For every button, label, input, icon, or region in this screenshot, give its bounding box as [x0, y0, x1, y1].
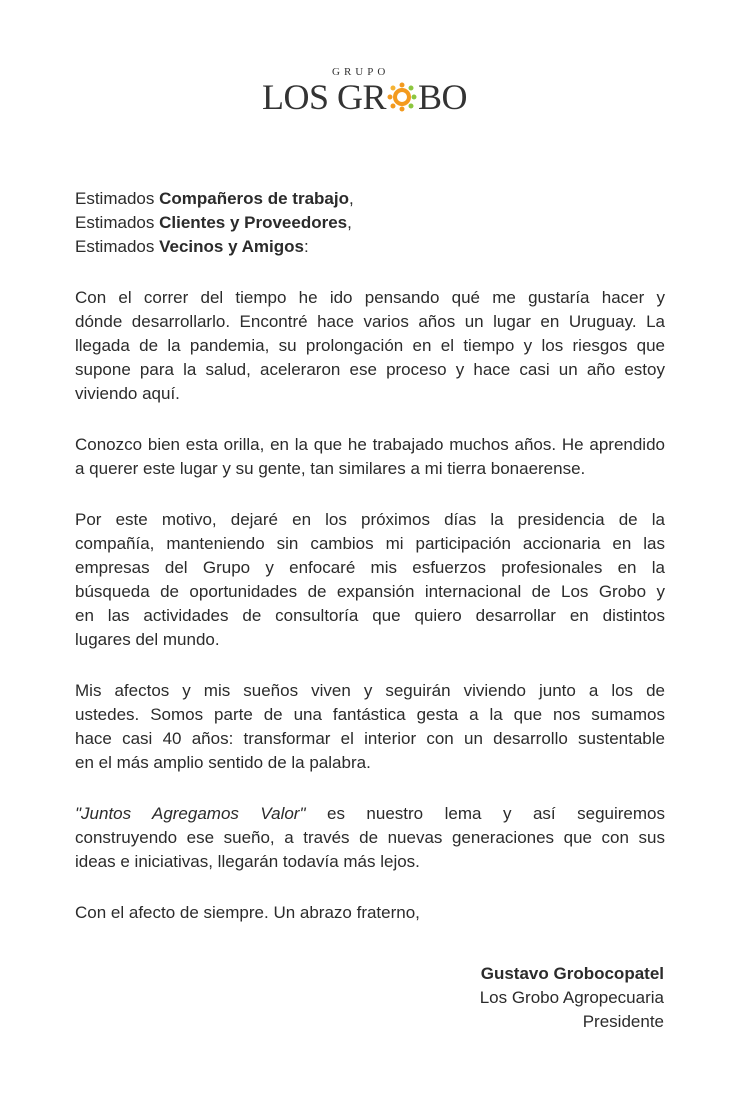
paragraph-line: Con el correr del tiempo he ido pensando qué me gustaría hacer y — [75, 288, 665, 307]
logo-text-right: BO — [418, 77, 468, 117]
paragraph-line: supone para la salud, aceleraron ese proceso y hace casi un año estoy — [75, 360, 665, 379]
body-paragraph — [75, 679, 665, 775]
paragraph-line: dónde desarrollarlo. Encontré hace varios años un lugar en Uruguay. La — [75, 312, 665, 331]
paragraph-line: en las actividades de consultoría que quiero desarrollar en distintos — [75, 606, 665, 625]
greeting — [75, 187, 665, 259]
motto-paragraph — [75, 802, 665, 874]
paragraph-line: ideas e iniciativas, llegarán todavía más lejos. — [75, 852, 420, 871]
body-paragraph — [75, 508, 665, 652]
letter-body — [75, 187, 665, 925]
paragraph-line: hace casi 40 años: transformar el interior con un desarrollo sustentable — [75, 729, 665, 748]
closing: Con el afecto de siempre. Un abrazo fraterno, — [75, 903, 420, 922]
paragraph-line: a querer este lugar y su gente, tan similares a mi tierra bonaerense. — [75, 459, 586, 478]
motto-quote: "Juntos Agregamos Valor" — [75, 804, 306, 823]
signer-title: Presidente — [582, 1012, 664, 1031]
paragraph-line: búsqueda de oportunidades de expansión internacional de Los Grobo y — [75, 582, 665, 601]
paragraph-line: en el más amplio sentido de la palabra. — [75, 753, 371, 772]
logo-grupo-text: GRUPO — [332, 66, 390, 78]
greeting-line: Estimados Clientes y Proveedores, — [75, 213, 352, 232]
paragraph-line: ustedes. Somos parte de una fantástica gesta a la que nos sumamos — [75, 705, 665, 724]
paragraph-line: viviendo aquí. — [75, 384, 180, 403]
signer-company: Los Grobo Agropecuaria — [479, 988, 664, 1007]
paragraph-line: empresas del Grupo y enfocaré mis esfuerzos profesionales en la — [75, 558, 665, 577]
signer-name: Gustavo Grobocopatel — [480, 964, 664, 983]
paragraph-line: Mis afectos y mis sueños viven y seguirán viviendo junto a los de — [75, 681, 665, 700]
paragraph-line: "Juntos Agregamos Valor" es nuestro lema y así seguiremos — [75, 804, 665, 823]
body-paragraph — [75, 433, 665, 481]
signature-block — [480, 962, 664, 1034]
paragraph-line: Conozco bien esta orilla, en la que he trabajado muchos años. He aprendido — [75, 435, 665, 454]
greeting-line: Estimados Vecinos y Amigos: — [75, 237, 309, 256]
paragraph-line: construyendo ese sueño, a través de nuevas generaciones que con sus — [75, 828, 665, 847]
body-paragraph — [75, 286, 665, 406]
paragraph-line: Por este motivo, dejaré en los próximos días la presidencia de la — [75, 510, 665, 529]
paragraph-line: llegada de la pandemia, su prolongación en el tiempo y los riesgos que — [75, 336, 665, 355]
paragraph-line: compañía, manteniendo sin cambios mi participación accionaria en las — [75, 534, 665, 553]
paragraph-line: lugares del mundo. — [75, 630, 220, 649]
greeting-line: Estimados Compañeros de trabajo, — [75, 189, 354, 208]
logo-text-left: LOS GR — [262, 77, 387, 117]
los-grobo-logo — [262, 66, 477, 116]
sunflower-icon — [387, 82, 417, 112]
